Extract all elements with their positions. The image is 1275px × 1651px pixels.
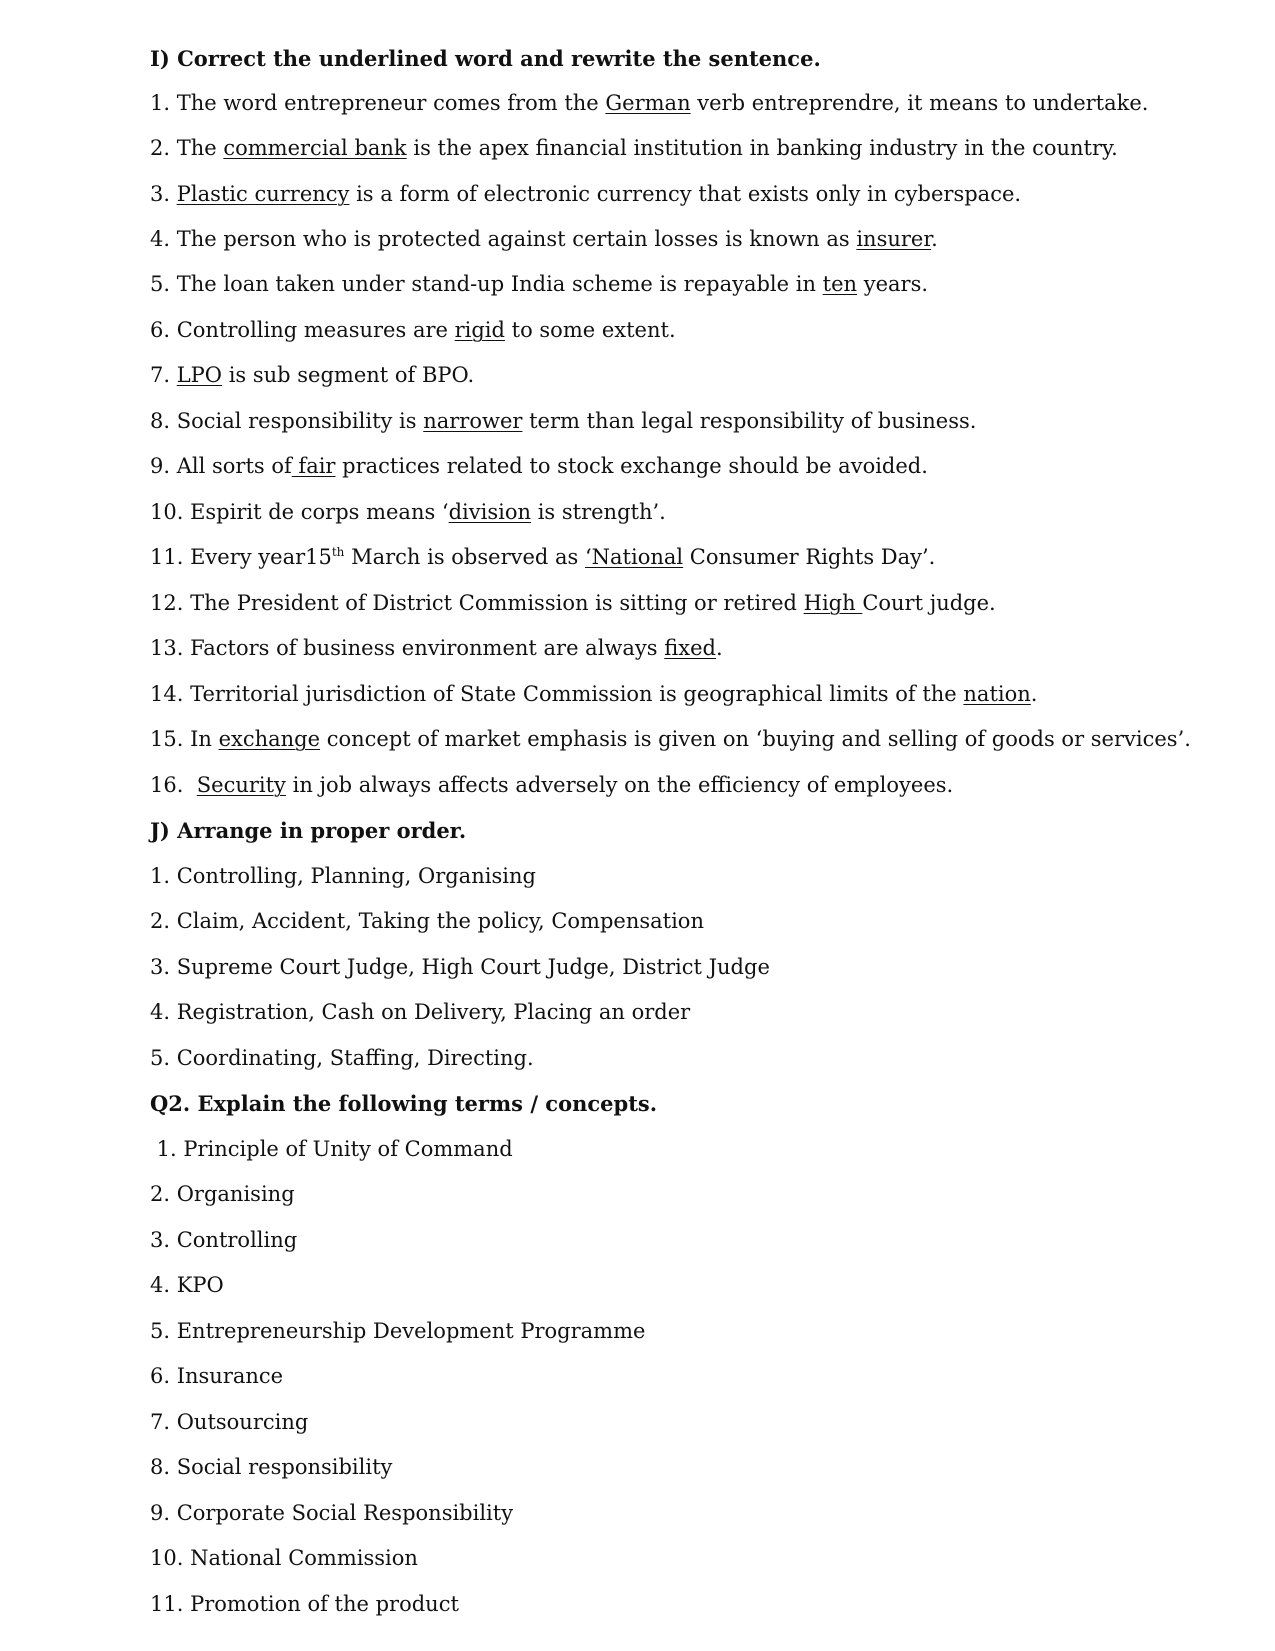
- underlined-word: ‘National: [584, 545, 684, 569]
- q2-item-4: 4. KPO: [150, 1273, 224, 1297]
- section-i-item-13: 13. Factors of business environment are always fixed.: [150, 636, 723, 660]
- q2-heading: Q2. Explain the following terms / concepts.: [150, 1091, 658, 1116]
- underlined-word: Security: [196, 773, 286, 797]
- q2-item-11: 11. Promotion of the product: [150, 1592, 459, 1616]
- section-i-item-15: 15. In exchange concept of market emphasis is given on ‘buying and selling of goods or services’.: [150, 727, 1191, 751]
- section-i-item-2: 2. The commercial bank is the apex financial institution in banking industry in the country.: [150, 136, 1118, 160]
- section-i-item-16: 16. Security in job always affects adversely on the efficiency of employees.: [150, 773, 954, 797]
- section-j-item-4: 4. Registration, Cash on Delivery, Placing an order: [150, 1000, 691, 1024]
- underlined-word: exchange: [218, 727, 321, 751]
- section-i-item-3: 3. Plastic currency is a form of electronic currency that exists only in cyberspace.: [150, 182, 1022, 206]
- q2-item-3: 3. Controlling: [150, 1228, 298, 1252]
- section-i-item-5: 5. The loan taken under stand-up India scheme is repayable in ten years.: [150, 272, 929, 296]
- section-j-item-2: 2. Claim, Accident, Taking the policy, Compensation: [150, 909, 704, 933]
- underlined-word: LPO: [176, 363, 223, 387]
- underlined-word: insurer: [856, 227, 932, 251]
- section-i-item-11: 11. Every year15th March is observed as ‘National Consumer Rights Day’.: [150, 545, 936, 569]
- underlined-word: fixed: [664, 636, 716, 660]
- section-i-item-7: 7. LPO is sub segment of BPO.: [150, 363, 475, 387]
- q2-item-7: 7. Outsourcing: [150, 1410, 309, 1434]
- underlined-word: German: [605, 91, 691, 115]
- section-i-item-4: 4. The person who is protected against certain losses is known as insurer.: [150, 227, 938, 251]
- underlined-word: High: [803, 591, 863, 615]
- section-i-item-9: 9. All sorts of fair practices related to stock exchange should be avoided.: [150, 454, 928, 478]
- section-i-item-6: 6. Controlling measures are rigid to some extent.: [150, 318, 676, 342]
- q2-item-8: 8. Social responsibility: [150, 1455, 393, 1479]
- q2-item-1: 1. Principle of Unity of Command: [150, 1137, 513, 1161]
- q2-item-10: 10. National Commission: [150, 1546, 418, 1570]
- section-i-item-12: 12. The President of District Commission is sitting or retired High Court judge.: [150, 591, 996, 615]
- underlined-word: nation: [963, 682, 1031, 706]
- underlined-word: commercial bank: [223, 136, 407, 160]
- section-i-item-8: 8. Social responsibility is narrower term than legal responsibility of business.: [150, 409, 977, 433]
- section-i-heading: I) Correct the underlined word and rewrite the sentence.: [150, 46, 821, 71]
- ordinal-suffix: th: [331, 545, 345, 559]
- q2-item-9: 9. Corporate Social Responsibility: [150, 1501, 514, 1525]
- section-j-item-3: 3. Supreme Court Judge, High Court Judge, District Judge: [150, 955, 770, 979]
- section-i-item-14: 14. Territorial jurisdiction of State Commission is geographical limits of the nation.: [150, 682, 1038, 706]
- underlined-word: Plastic currency: [176, 182, 350, 206]
- section-j-heading: J) Arrange in proper order.: [150, 818, 467, 843]
- underlined-word: fair: [291, 454, 336, 478]
- section-i-item-1: 1. The word entrepreneur comes from the German verb entreprendre, it means to undertake.: [150, 91, 1149, 115]
- section-j-item-1: 1. Controlling, Planning, Organising: [150, 864, 536, 888]
- section-j-item-5: 5. Coordinating, Staffing, Directing.: [150, 1046, 534, 1070]
- q2-item-6: 6. Insurance: [150, 1364, 284, 1388]
- section-i-item-10: 10. Espirit de corps means ‘division is strength’.: [150, 500, 666, 524]
- q2-item-5: 5. Entrepreneurship Development Programme: [150, 1319, 646, 1343]
- underlined-word: narrower: [423, 409, 523, 433]
- underlined-word: rigid: [454, 318, 505, 342]
- q2-item-2: 2. Organising: [150, 1182, 295, 1206]
- underlined-word: ten: [822, 272, 858, 296]
- underlined-word: division: [448, 500, 532, 524]
